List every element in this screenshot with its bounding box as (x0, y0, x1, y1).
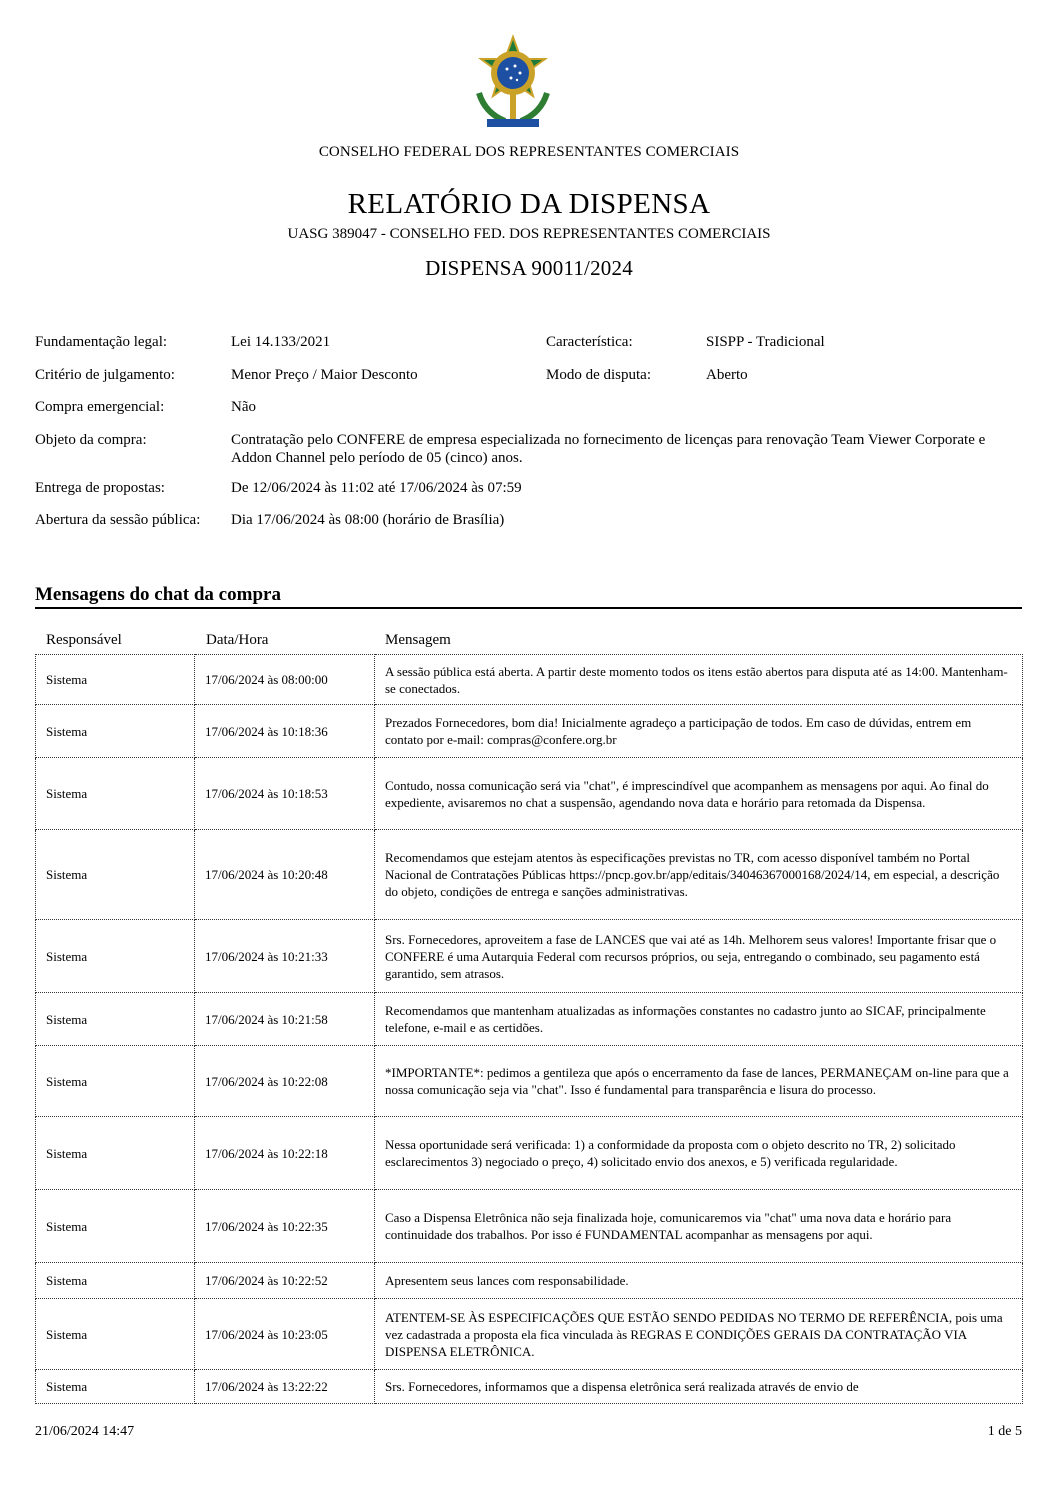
sender-cell: Sistema (36, 830, 195, 920)
datetime-cell: 17/06/2024 às 10:22:08 (195, 1046, 375, 1117)
message-cell: Contudo, nossa comunicação será via "chat", é imprescindível que acompanhem as mensagens por aqui. Ao final do expediente, avisaremos no chat a suspensão, agendando nova data e horário para retomada da Dispensa. (375, 758, 1023, 830)
coat-of-arms-seal (465, 33, 561, 133)
sender-cell: Sistema (36, 920, 195, 993)
message-cell: Nessa oportunidade será verificada: 1) a conformidade da proposta com o objeto descrito no TR, 2) solicitado esclarecimentos 3) negociado o preço, 4) solicitado envio dos anexos, e 5) verificada regularidade. (375, 1117, 1023, 1190)
message-cell: Prezados Fornecedores, bom dia! Inicialmente agradeço a participação de todos. Em caso de dúvidas, entrem em contato por e-mail: compras@confere.org.br (375, 705, 1023, 758)
table-row (36, 655, 1023, 705)
objeto-value: Contratação pelo CONFERE de empresa especializada no fornecimento de licenças para renovação Team Viewer Corporate e Addon Channel pelo período de 05 (cinco) anos. (231, 432, 986, 466)
table-row (36, 705, 1023, 758)
column-header-mensagem: Mensagem (385, 632, 451, 648)
datetime-cell: 17/06/2024 às 10:18:53 (195, 758, 375, 830)
message-cell: Recomendamos que estejam atentos às especificações previstas no TR, com acesso disponível também no Portal Nacional de Contratações Públicas https://pncp.gov.br/app/editais/34046367000168/2024/14, em especial, a descrição do objeto, condições de entrega e sanções administrativas. (375, 830, 1023, 920)
sender-cell: Sistema (36, 705, 195, 758)
datetime-cell: 17/06/2024 às 10:21:33 (195, 920, 375, 993)
datetime-cell: 17/06/2024 às 10:18:36 (195, 705, 375, 758)
sender-cell: Sistema (36, 1190, 195, 1263)
criterio-value: Menor Preço / Maior Desconto (231, 367, 418, 383)
entrega-label: Entrega de propostas: (35, 480, 165, 496)
fundamentacao-label: Fundamentação legal: (35, 334, 168, 350)
sender-cell: Sistema (36, 1263, 195, 1299)
report-title: RELATÓRIO DA DISPENSA (347, 188, 711, 220)
criterio-label: Critério de julgamento: (35, 367, 175, 383)
message-cell: Recomendamos que mantenham atualizadas as informações constantes no cadastro junto ao SICAF, principalmente telefone, e-mail e as certidões. (375, 993, 1023, 1046)
sender-cell: Sistema (36, 1370, 195, 1404)
sender-cell: Sistema (36, 655, 195, 705)
sender-cell: Sistema (36, 758, 195, 830)
compra-emergencial-label: Compra emergencial: (35, 399, 165, 415)
datetime-cell: 17/06/2024 às 10:22:35 (195, 1190, 375, 1263)
modo-disputa-label: Modo de disputa: (546, 367, 651, 383)
table-row (36, 1046, 1023, 1117)
column-header-data-hora: Data/Hora (206, 632, 269, 648)
table-row (36, 758, 1023, 830)
chat-messages-table (35, 654, 1023, 1404)
entrega-value: De 12/06/2024 às 11:02 até 17/06/2024 às 07:59 (231, 480, 522, 496)
table-row (36, 1299, 1023, 1370)
uasg-line: UASG 389047 - CONSELHO FED. DOS REPRESENTANTES COMERCIAIS (287, 226, 771, 242)
datetime-cell: 17/06/2024 às 10:20:48 (195, 830, 375, 920)
message-cell: Srs. Fornecedores, informamos que a dispensa eletrônica será realizada através de envio de (375, 1370, 1023, 1404)
abertura-value: Dia 17/06/2024 às 08:00 (horário de Brasília) (231, 512, 505, 528)
table-row (36, 920, 1023, 993)
datetime-cell: 17/06/2024 às 13:22:22 (195, 1370, 375, 1404)
table-row (36, 830, 1023, 920)
dispensa-number: DISPENSA 90011/2024 (425, 256, 633, 280)
modo-disputa-value: Aberto (706, 367, 748, 383)
table-row (36, 1117, 1023, 1190)
datetime-cell: 17/06/2024 às 10:23:05 (195, 1299, 375, 1370)
fundamentacao-value: Lei 14.133/2021 (231, 334, 331, 350)
footer-timestamp: 21/06/2024 14:47 (35, 1424, 135, 1439)
sender-cell: Sistema (36, 993, 195, 1046)
column-header-responsavel: Responsável (46, 632, 122, 648)
message-cell: Apresentem seus lances com responsabilidade. (375, 1263, 1023, 1299)
table-row (36, 1370, 1023, 1404)
message-cell: A sessão pública está aberta. A partir deste momento todos os itens estão abertos para disputa até as 14:00. Mantenham-se conectados. (375, 655, 1023, 705)
sender-cell: Sistema (36, 1046, 195, 1117)
caracteristica-label: Característica: (546, 334, 633, 350)
sender-cell: Sistema (36, 1117, 195, 1190)
message-cell: Srs. Fornecedores, aproveitem a fase de LANCES que vai até as 14h. Melhorem seus valores! Importante frisar que o CONFERE é uma Autarquia Federal com recursos próprios, ou seja, entregando o combinado, seu pagamento está garantido, sem atrasos. (375, 920, 1023, 993)
organization-name: CONSELHO FEDERAL DOS REPRESENTANTES COMERCIAIS (318, 144, 740, 160)
datetime-cell: 17/06/2024 às 08:00:00 (195, 655, 375, 705)
chat-section-title: Mensagens do chat da compra (35, 584, 281, 605)
abertura-label: Abertura da sessão pública: (35, 512, 201, 528)
caracteristica-value: SISPP - Tradicional (706, 334, 825, 350)
datetime-cell: 17/06/2024 às 10:21:58 (195, 993, 375, 1046)
message-cell: ATENTEM-SE ÀS ESPECIFICAÇÕES QUE ESTÃO SENDO PEDIDAS NO TERMO DE REFERÊNCIA, pois uma vez cadastrada a proposta ela fica vinculada às REGRAS E CONDIÇÕES GERAIS DA CONTRATAÇÃO VIA DISPENSA ELETRÔNICA. (375, 1299, 1023, 1370)
page-number: 1 de 5 (987, 1424, 1022, 1439)
objeto-label: Objeto da compra: (35, 432, 147, 448)
table-row (36, 1263, 1023, 1299)
datetime-cell: 17/06/2024 às 10:22:18 (195, 1117, 375, 1190)
compra-emergencial-value: Não (231, 399, 256, 415)
table-row (36, 1190, 1023, 1263)
message-cell: Caso a Dispensa Eletrônica não seja finalizada hoje, comunicaremos via "chat" uma nova data e horário para continuidade dos trabalhos. Por isso é FUNDAMENTAL acompanhar as mensagens por aqui. (375, 1190, 1023, 1263)
datetime-cell: 17/06/2024 às 10:22:52 (195, 1263, 375, 1299)
section-divider (35, 607, 1022, 609)
message-cell: *IMPORTANTE*: pedimos a gentileza que após o encerramento da fase de lances, PERMANEÇAM on-line para que a nossa comunicação seja via "chat". Isso é fundamental para transparência e lisura do processo. (375, 1046, 1023, 1117)
sender-cell: Sistema (36, 1299, 195, 1370)
table-row (36, 993, 1023, 1046)
